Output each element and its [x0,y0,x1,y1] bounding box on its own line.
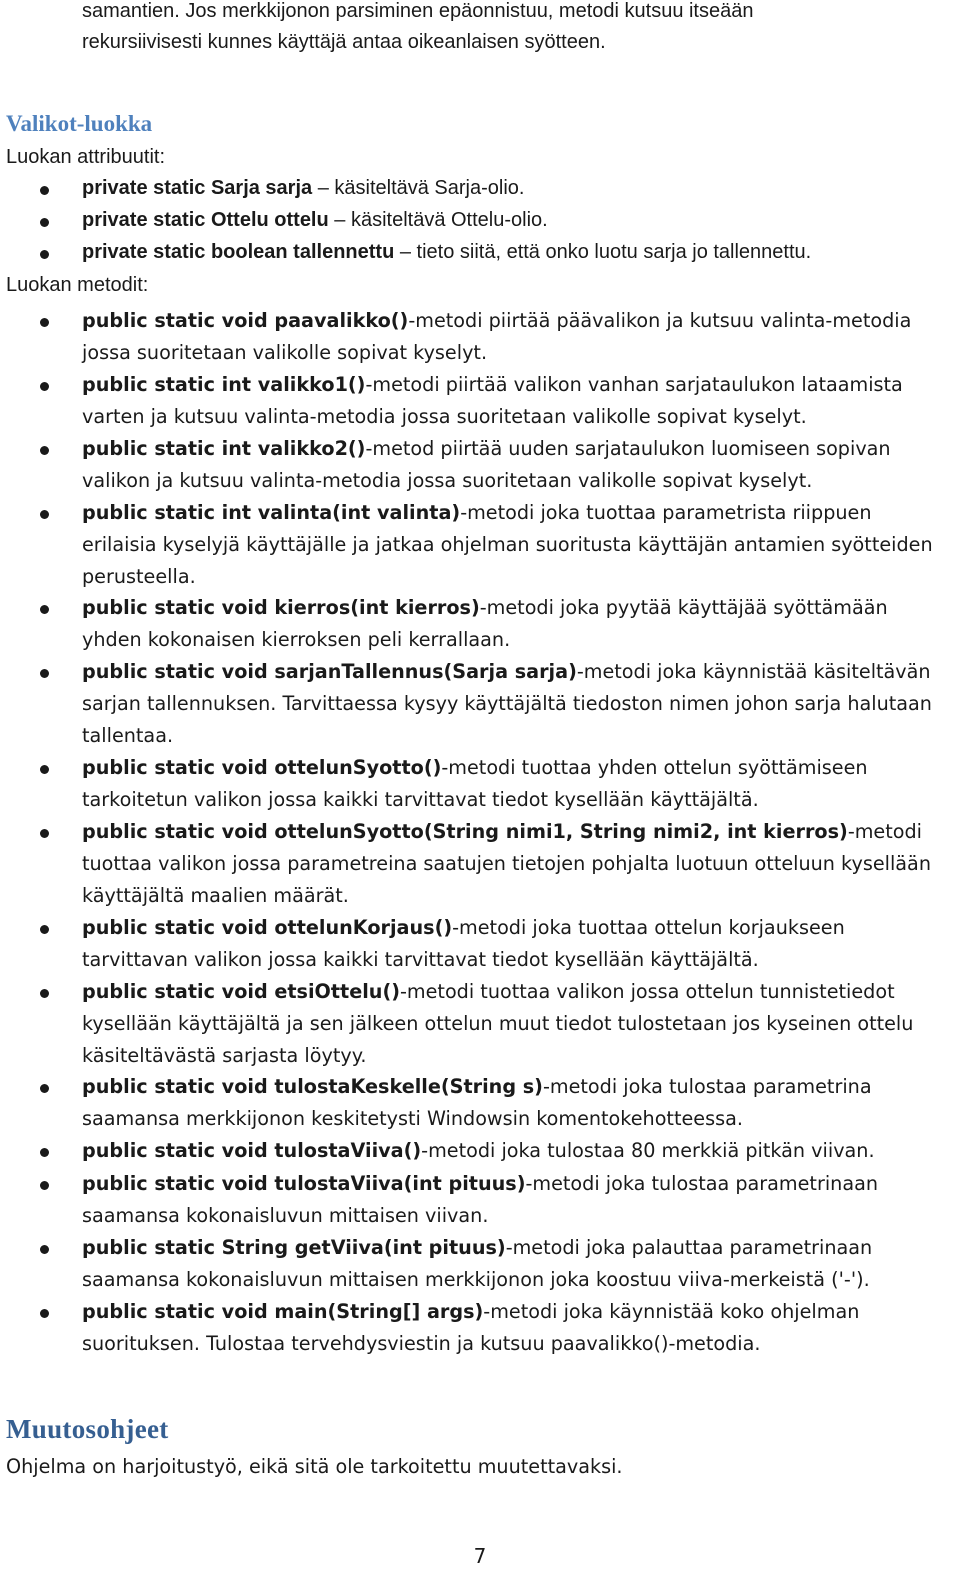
method-description: -metodi piirtää päävalikon ja kutsuu valinta-metodia jossa suoritetaan valikolle sopivat kyselyt. [82,309,912,364]
bullet-icon [40,1309,49,1318]
method-description: -metodi joka tulostaa parametrina saamansa merkkijonon keskitetysti Windowsin komentokehotteessa. [82,1075,872,1130]
method-signature: public static int valinta(int valinta) [82,501,461,524]
intro-line-2: rekursiivisesti kunnes käyttäjä antaa oikeanlaisen syötteen. [82,31,606,53]
bullet-icon [40,1181,49,1190]
bullet-icon [40,765,49,774]
method-signature: public static int valikko2() [82,437,366,460]
method-description: -metodi joka käynnistää koko ohjelman suorituksen. Tulostaa tervehdysviestin ja kutsuu paavalikko()-metodia. [82,1300,860,1355]
section-heading-valikot: Valikot-luokka [6,111,153,136]
method-item [82,1135,952,1167]
method-description: -metodi joka tulostaa parametrinaan saamansa kokonaisluvun mittaisen viivan. [82,1172,879,1227]
method-item [82,433,952,497]
method-description: -metodi tuottaa yhden ottelun syöttämiseen tarkoitetun valikon jossa kaikki tarvittavat tiedot kysellään käyttäjältä. [82,756,868,811]
method-signature: public static void etsiOttelu() [82,980,400,1003]
method-item [82,656,952,751]
attribute-desc: – käsiteltävä Sarja-olio. [312,177,525,199]
method-item [82,369,952,433]
method-signature: public static void main(String[] args) [82,1300,484,1323]
bullet-icon [40,1245,49,1254]
bullet-icon [40,669,49,678]
bullet-icon [40,510,49,519]
bullet-icon [40,218,49,227]
bullet-icon [40,989,49,998]
attribute-item [82,241,811,264]
bullet-icon [40,1148,49,1157]
method-signature: public static int valikko1() [82,373,366,396]
bullet-icon [40,186,49,195]
method-description: -metodi joka käynnistää käsiteltävän sarjan tallennuksen. Tarvittaessa kysyy käyttäjältä tiedoston nimen johon sarja halutaan tallentaa. [82,660,932,747]
method-item [82,912,952,976]
method-description: -metodi joka tulostaa 80 merkkiä pitkän viivan. [421,1139,875,1162]
method-item [82,976,952,1071]
method-description: -metodi joka palauttaa parametrinaan saamansa kokonaisluvun mittaisen merkkijonon joka koostuu viiva-merkeistä ('-'). [82,1236,873,1291]
method-description: -metodi joka tuottaa parametrista riippuen erilaisia kyselyjä käyttäjälle ja jatkaa ohjelman suoritusta käyttäjän antamien syötteiden perusteella. [82,501,933,588]
method-item [82,1168,952,1232]
bullet-icon [40,1084,49,1093]
method-signature: public static void tulostaViiva(int pituus) [82,1172,526,1195]
method-item [82,592,952,656]
bullet-icon [40,318,49,327]
method-item [82,1296,952,1360]
bullet-icon [40,829,49,838]
method-signature: public static void ottelunSyotto(String nimi1, String nimi2, int kierros) [82,820,848,843]
method-signature: public static void tulostaKeskelle(String s) [82,1075,543,1098]
method-signature: public static void sarjanTallennus(Sarja sarja) [82,660,577,683]
method-signature: public static void ottelunSyotto() [82,756,442,779]
method-item [82,1232,952,1296]
method-signature: public static void paavalikko() [82,309,409,332]
bullet-icon [40,925,49,934]
method-signature: public static void tulostaViiva() [82,1139,422,1162]
method-description: -metod piirtää uuden sarjataulukon luomiseen sopivan valikon ja kutsuu valinta-metodia jossa suoritetaan valikolle sopivat kyselyt. [82,437,891,492]
method-item [82,1071,952,1135]
method-description: -metodi joka pyytää käyttäjää syöttämään yhden kokonaisen kierroksen peli kerrallaan. [82,596,888,651]
attribute-decl: private static Sarja sarja [82,177,313,199]
bullet-icon [40,605,49,614]
method-item [82,305,952,369]
attribute-desc: – käsiteltävä Ottelu-olio. [328,209,548,231]
method-description: -metodi piirtää valikon vanhan sarjataulukon lataamista varten ja kutsuu valinta-metodia jossa suoritetaan valikolle sopivat kyselyt. [82,373,903,428]
method-item [82,752,952,816]
muutosohjeet-text: Ohjelma on harjoitustyö, eikä sitä ole tarkoitettu muutettavaksi. [6,1455,623,1478]
attribute-item [82,209,548,232]
method-signature: public static void ottelunKorjaus() [82,916,453,939]
bullet-icon [40,382,49,391]
method-item [82,497,952,592]
method-description: -metodi tuottaa valikon jossa parametreina saatujen tietojen pohjalta luotuun otteluun kysellään käyttäjältä maalien määrät. [82,820,931,907]
method-item [82,816,952,911]
bullet-icon [40,250,49,259]
intro-line-1: samantien. Jos merkkijonon parsiminen epäonnistuu, metodi kutsuu itseään [82,0,754,22]
attribute-decl: private static boolean tallennettu [82,241,395,263]
attributes-label: Luokan attribuutit: [6,146,165,168]
page-number: 7 [473,1544,487,1568]
bullet-icon [40,446,49,455]
methods-label: Luokan metodit: [6,274,149,296]
attribute-decl: private static Ottelu ottelu [82,209,329,231]
section-heading-muutosohjeet: Muutosohjeet [6,1414,169,1444]
attribute-item [82,177,524,200]
method-description: -metodi joka tuottaa ottelun korjaukseen tarvittavan valikon jossa kaikki tarvittavat tiedot kysellään käyttäjältä. [82,916,845,971]
method-description: -metodi tuottaa valikon jossa ottelun tunnistetiedot kysellään käyttäjältä ja sen jälkeen ottelun muut tiedot tulostetaan jos kyseinen ottelu käsiteltävästä sarjasta löytyy. [82,980,914,1067]
method-signature: public static String getViiva(int pituus) [82,1236,506,1259]
attribute-desc: – tieto siitä, että onko luotu sarja jo tallennettu. [394,241,812,263]
method-signature: public static void kierros(int kierros) [82,596,480,619]
